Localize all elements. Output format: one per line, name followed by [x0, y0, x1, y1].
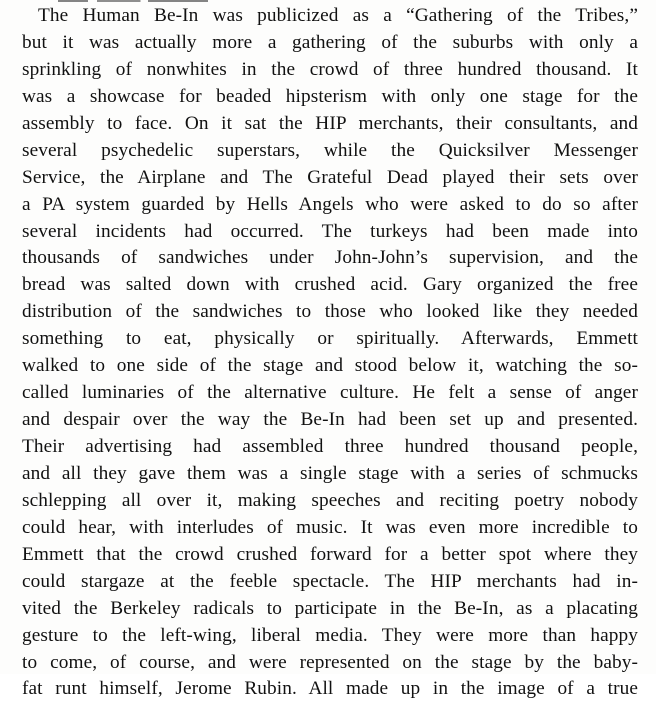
text-line-23: vited the Berkeley radicals to participate in the Be-In, as a placating	[22, 597, 638, 619]
text-line-8: a PA system guarded by Hells Angels who were asked to do so after	[22, 193, 638, 215]
text-line-13: something to eat, physically or spiritually. Afterwards, Emmett	[22, 328, 638, 350]
text-line-18: and all they gave them was a single stage with a series of schmucks	[22, 462, 638, 484]
text-line-9: several incidents had occurred. The turkeys had been made into	[22, 220, 638, 242]
text-line-16: and despair over the way the Be-In had been set up and presented.	[22, 409, 638, 431]
text-line-21: Emmett that the crowd crushed forward for a better spot where they	[22, 543, 638, 565]
text-line-10: thousands of sandwiches under John-John’s supervision, and the	[22, 247, 638, 269]
text-line-17: Their advertising had assembled three hundred thousand people,	[22, 436, 638, 457]
text-line-11: bread was salted down with crushed acid. Gary organized the free	[22, 274, 638, 296]
text-line-2: but it was actually more a gathering of the suburbs with only a	[22, 31, 638, 53]
body-paragraph	[22, 3, 638, 703]
text-line-26: fat runt himself, Jerome Rubin. All made up in the image of a true	[22, 678, 638, 700]
text-line-1: The Human Be-In was publicized as a “Gathering of the Tribes,”	[38, 5, 638, 26]
text-line-6: several psychedelic superstars, while the Quicksilver Messenger	[22, 139, 638, 161]
text-line-14: walked to one side of the stage and stood below it, watching the so-	[22, 355, 638, 377]
text-line-5: assembly to face. On it sat the HIP merchants, their consultants, and	[22, 112, 638, 134]
text-line-7: Service, the Airplane and The Grateful Dead played their sets over	[22, 166, 638, 188]
text-line-15: called luminaries of the alternative culture. He felt a sense of anger	[22, 382, 638, 404]
text-line-3: sprinkling of nonwhites in the crowd of three hundred thousand. It	[22, 58, 638, 80]
text-line-25: to come, of course, and were represented on the stage by the baby-	[22, 651, 638, 673]
text-line-22: could stargaze at the feeble spectacle. The HIP merchants had in-	[22, 570, 638, 592]
text-line-24: gesture to the left-wing, liberal media. They were more than happy	[22, 624, 638, 646]
text-line-4: was a showcase for beaded hipsterism with only one stage for the	[22, 85, 638, 107]
text-line-19: schlepping all over it, making speeches and reciting poetry nobody	[22, 489, 638, 511]
text-line-20: could hear, with interludes of music. It was even more incredible to	[22, 516, 638, 538]
text-line-12: distribution of the sandwiches to those who looked like they needed	[22, 301, 638, 323]
